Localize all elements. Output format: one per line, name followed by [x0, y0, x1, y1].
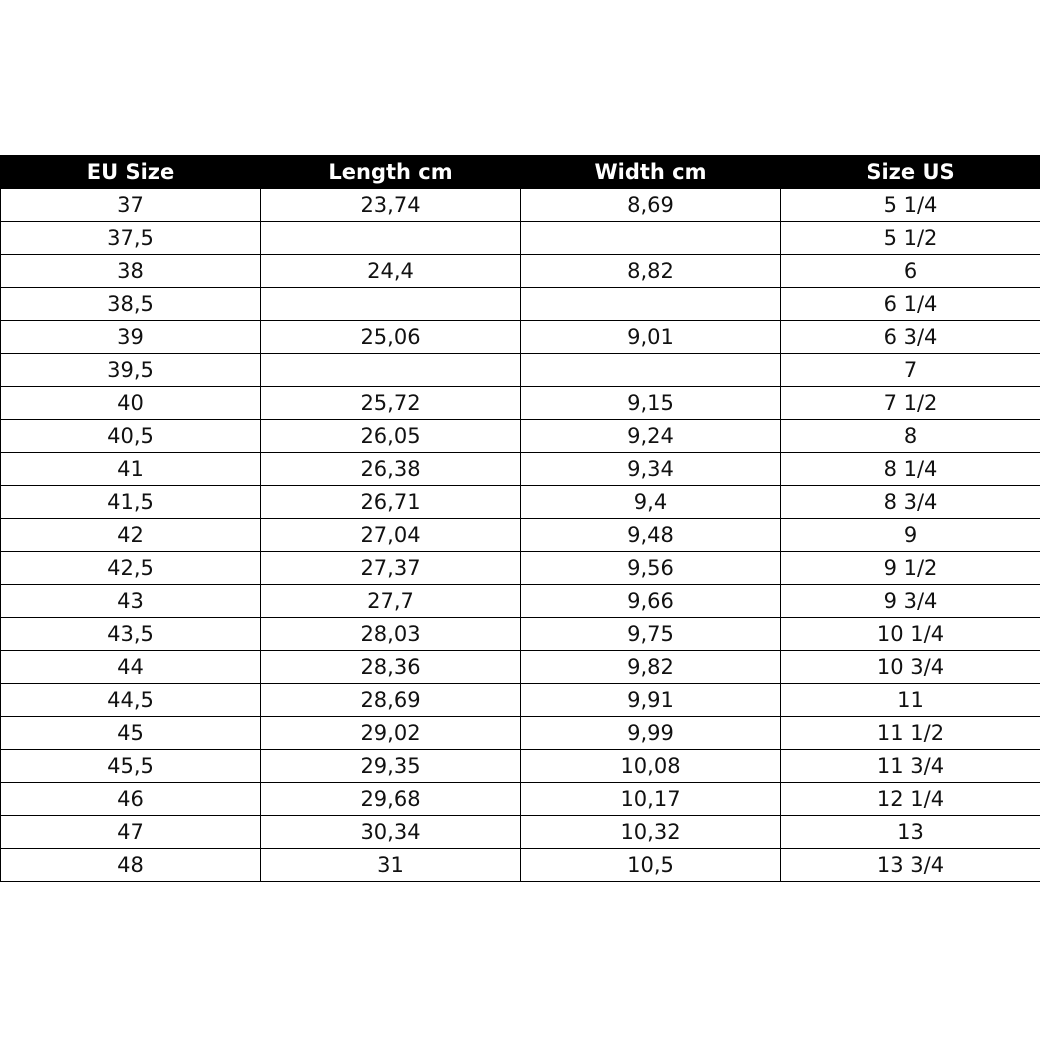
cell-length-cm [261, 222, 521, 255]
cell-eu-size: 47 [1, 816, 261, 849]
cell-length-cm: 27,37 [261, 552, 521, 585]
cell-size-us: 8 3/4 [781, 486, 1040, 519]
size-table [0, 155, 1040, 882]
cell-eu-size: 43 [1, 585, 261, 618]
cell-eu-size: 39,5 [1, 354, 261, 387]
cell-size-us: 5 1/4 [781, 189, 1040, 222]
cell-width-cm: 10,5 [521, 849, 781, 882]
cell-size-us: 6 [781, 255, 1040, 288]
cell-width-cm: 8,82 [521, 255, 781, 288]
cell-width-cm [521, 222, 781, 255]
cell-eu-size: 37 [1, 189, 261, 222]
cell-size-us: 11 3/4 [781, 750, 1040, 783]
cell-length-cm: 24,4 [261, 255, 521, 288]
cell-eu-size: 41,5 [1, 486, 261, 519]
table-row [1, 189, 1040, 222]
cell-length-cm: 28,36 [261, 651, 521, 684]
header-length-cm: Length cm [261, 155, 521, 189]
cell-size-us: 13 3/4 [781, 849, 1040, 882]
cell-size-us: 6 3/4 [781, 321, 1040, 354]
cell-width-cm: 9,66 [521, 585, 781, 618]
cell-size-us: 13 [781, 816, 1040, 849]
cell-width-cm: 9,91 [521, 684, 781, 717]
cell-width-cm: 9,15 [521, 387, 781, 420]
header-size-us: Size US [781, 155, 1040, 189]
header-eu-size: EU Size [1, 155, 261, 189]
cell-size-us: 6 1/4 [781, 288, 1040, 321]
cell-length-cm: 28,03 [261, 618, 521, 651]
cell-length-cm: 26,38 [261, 453, 521, 486]
table-row [1, 222, 1040, 255]
cell-width-cm: 9,01 [521, 321, 781, 354]
table-row [1, 750, 1040, 783]
cell-length-cm: 28,69 [261, 684, 521, 717]
cell-size-us: 10 1/4 [781, 618, 1040, 651]
cell-size-us: 5 1/2 [781, 222, 1040, 255]
cell-width-cm: 9,82 [521, 651, 781, 684]
table-row [1, 354, 1040, 387]
cell-eu-size: 40 [1, 387, 261, 420]
cell-length-cm: 29,68 [261, 783, 521, 816]
cell-eu-size: 40,5 [1, 420, 261, 453]
cell-width-cm: 9,24 [521, 420, 781, 453]
cell-width-cm: 9,56 [521, 552, 781, 585]
cell-eu-size: 44 [1, 651, 261, 684]
cell-eu-size: 42,5 [1, 552, 261, 585]
cell-length-cm: 25,72 [261, 387, 521, 420]
cell-eu-size: 43,5 [1, 618, 261, 651]
table-row [1, 717, 1040, 750]
header-width-cm: Width cm [521, 155, 781, 189]
cell-eu-size: 38,5 [1, 288, 261, 321]
cell-length-cm: 31 [261, 849, 521, 882]
cell-width-cm: 9,75 [521, 618, 781, 651]
table-row [1, 288, 1040, 321]
size-chart [0, 155, 1040, 882]
cell-width-cm: 8,69 [521, 189, 781, 222]
cell-size-us: 12 1/4 [781, 783, 1040, 816]
cell-width-cm: 10,32 [521, 816, 781, 849]
cell-size-us: 9 [781, 519, 1040, 552]
cell-width-cm: 9,4 [521, 486, 781, 519]
cell-size-us: 7 [781, 354, 1040, 387]
cell-eu-size: 44,5 [1, 684, 261, 717]
cell-eu-size: 48 [1, 849, 261, 882]
cell-length-cm: 27,7 [261, 585, 521, 618]
table-row [1, 585, 1040, 618]
cell-width-cm [521, 288, 781, 321]
cell-eu-size: 41 [1, 453, 261, 486]
table-row [1, 816, 1040, 849]
cell-eu-size: 46 [1, 783, 261, 816]
cell-width-cm: 9,34 [521, 453, 781, 486]
cell-eu-size: 45,5 [1, 750, 261, 783]
cell-length-cm: 26,71 [261, 486, 521, 519]
cell-length-cm: 29,02 [261, 717, 521, 750]
cell-size-us: 8 1/4 [781, 453, 1040, 486]
cell-eu-size: 45 [1, 717, 261, 750]
cell-length-cm [261, 288, 521, 321]
cell-width-cm: 10,08 [521, 750, 781, 783]
header-row [1, 155, 1040, 189]
cell-eu-size: 39 [1, 321, 261, 354]
table-header [1, 155, 1040, 189]
cell-length-cm: 30,34 [261, 816, 521, 849]
cell-length-cm: 23,74 [261, 189, 521, 222]
cell-size-us: 11 1/2 [781, 717, 1040, 750]
table-row [1, 387, 1040, 420]
cell-width-cm: 9,99 [521, 717, 781, 750]
cell-eu-size: 37,5 [1, 222, 261, 255]
table-row [1, 684, 1040, 717]
cell-length-cm: 26,05 [261, 420, 521, 453]
cell-length-cm [261, 354, 521, 387]
cell-length-cm: 27,04 [261, 519, 521, 552]
table-body [1, 189, 1040, 882]
table-row [1, 552, 1040, 585]
cell-size-us: 11 [781, 684, 1040, 717]
cell-length-cm: 25,06 [261, 321, 521, 354]
cell-width-cm: 9,48 [521, 519, 781, 552]
cell-size-us: 8 [781, 420, 1040, 453]
table-row [1, 651, 1040, 684]
cell-size-us: 10 3/4 [781, 651, 1040, 684]
table-row [1, 618, 1040, 651]
table-row [1, 420, 1040, 453]
table-row [1, 321, 1040, 354]
cell-size-us: 9 3/4 [781, 585, 1040, 618]
cell-width-cm [521, 354, 781, 387]
cell-size-us: 7 1/2 [781, 387, 1040, 420]
table-row [1, 453, 1040, 486]
table-row [1, 783, 1040, 816]
cell-eu-size: 38 [1, 255, 261, 288]
table-row [1, 486, 1040, 519]
cell-width-cm: 10,17 [521, 783, 781, 816]
cell-size-us: 9 1/2 [781, 552, 1040, 585]
cell-eu-size: 42 [1, 519, 261, 552]
table-row [1, 519, 1040, 552]
table-row [1, 255, 1040, 288]
table-row [1, 849, 1040, 882]
cell-length-cm: 29,35 [261, 750, 521, 783]
